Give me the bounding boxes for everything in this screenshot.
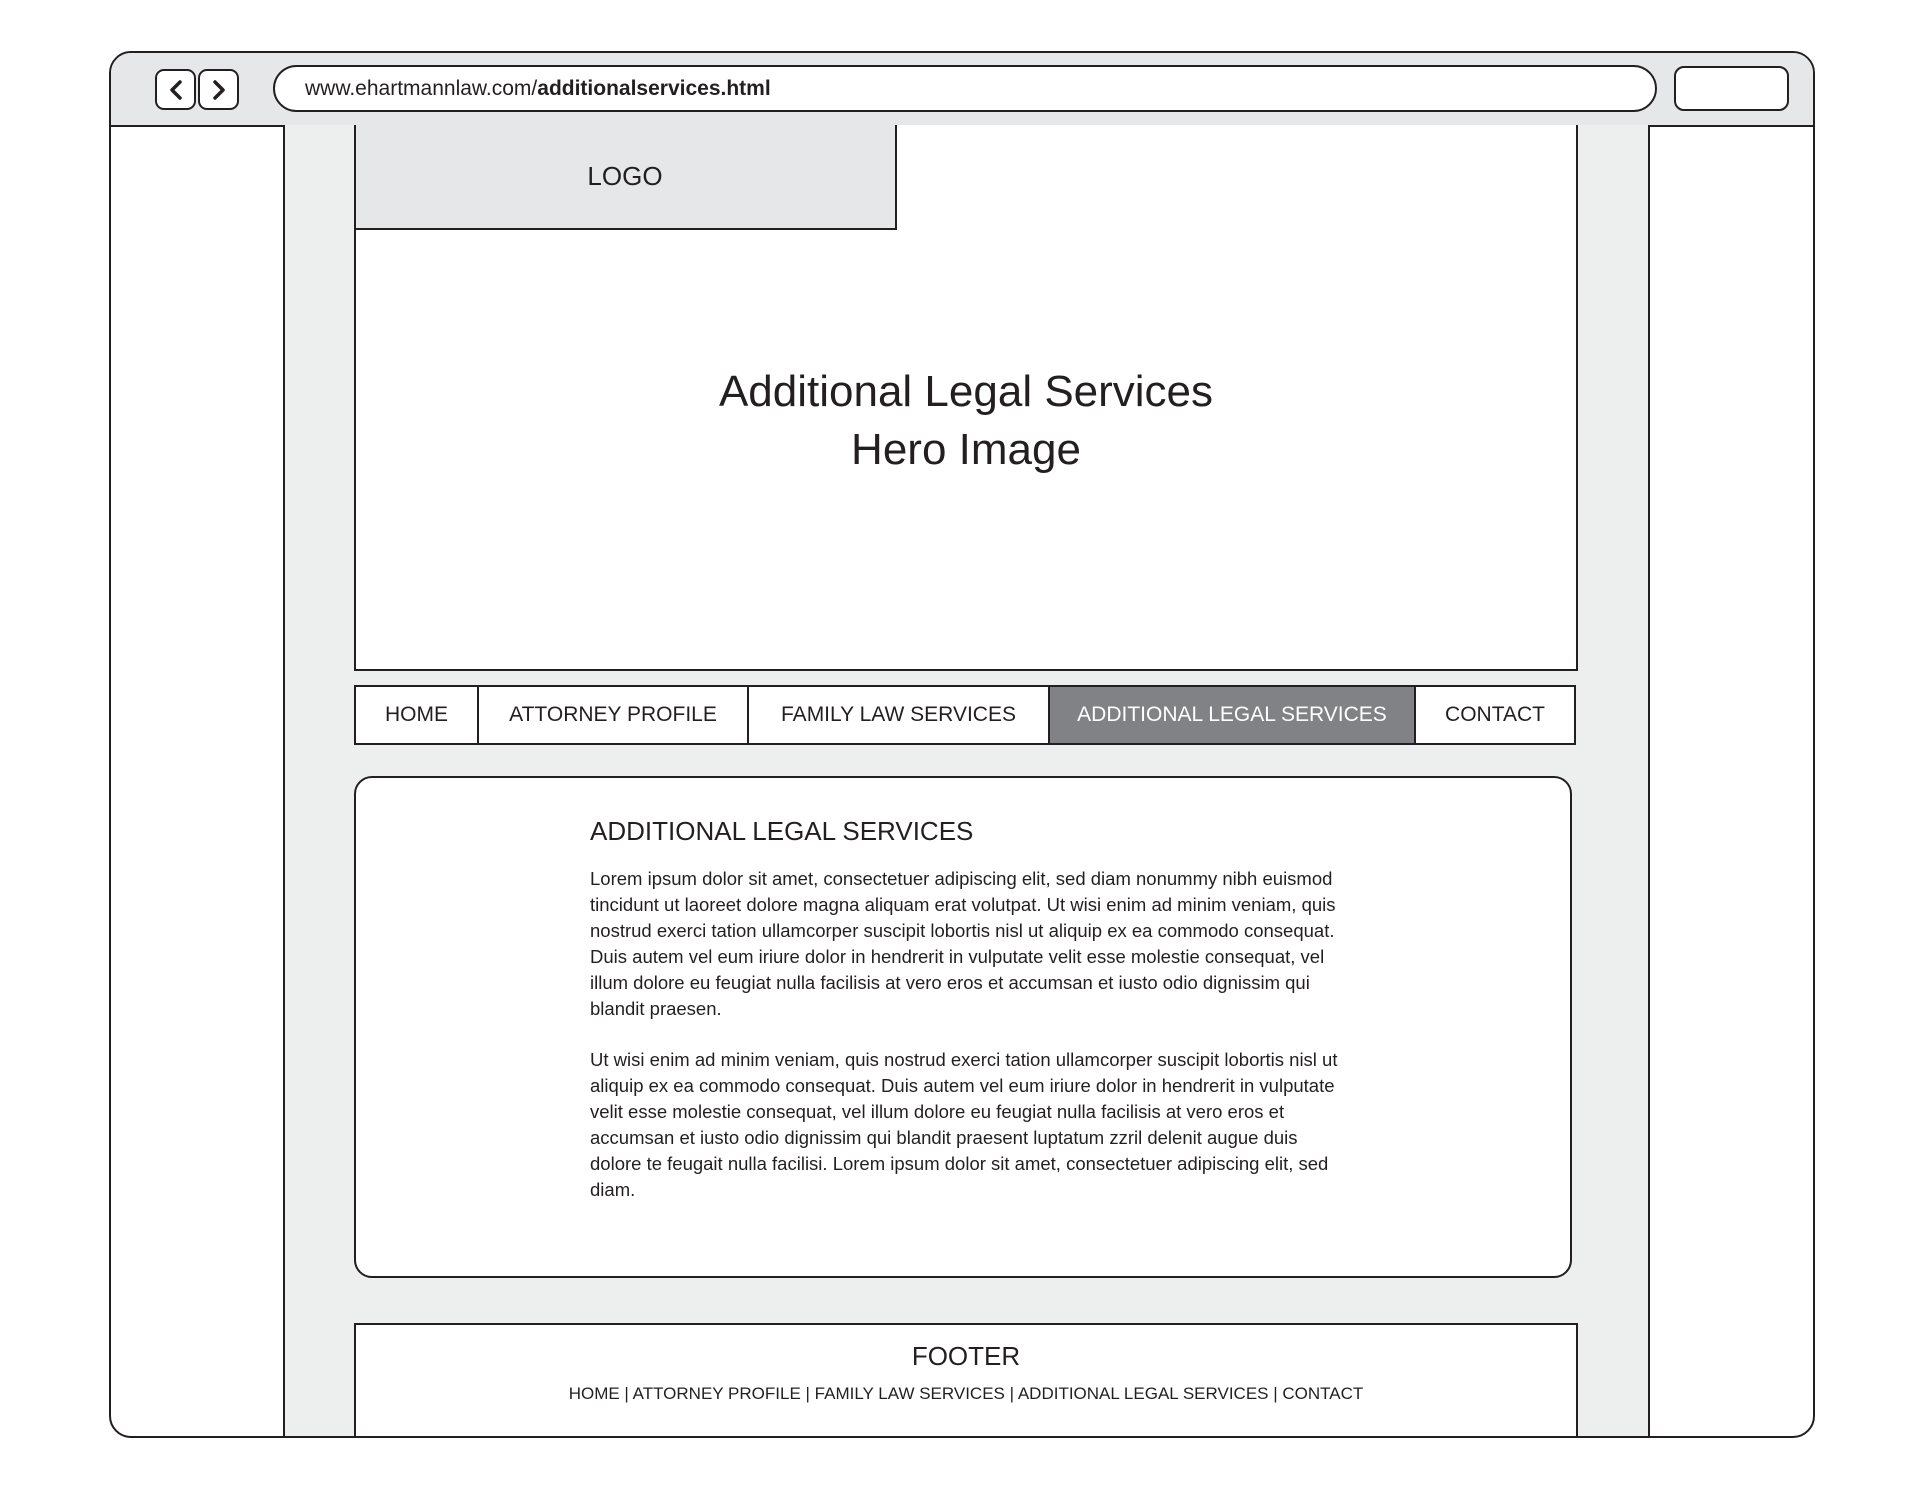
nav-item-label: CONTACT <box>1445 703 1545 726</box>
url-domain: www.ehartmannlaw.com/ <box>305 76 538 100</box>
footer-link-family-law-services[interactable]: FAMILY LAW SERVICES <box>814 1384 1005 1403</box>
footer-title: FOOTER <box>911 1341 1021 1371</box>
nav-item-label: HOME <box>385 703 448 726</box>
content-card <box>354 776 1572 1278</box>
footer-separator: | <box>800 1384 815 1403</box>
nav-item-family-law-services[interactable] <box>749 687 1050 743</box>
logo-label: LOGO <box>587 161 663 191</box>
chevron-right-icon <box>211 80 227 100</box>
chevron-left-icon <box>168 80 184 100</box>
toolbar-button[interactable] <box>1674 66 1789 111</box>
main-navigation <box>354 685 1576 745</box>
footer-link-home[interactable]: HOME <box>568 1384 620 1403</box>
address-bar[interactable] <box>273 65 1657 112</box>
footer-separator: | <box>1004 1384 1018 1403</box>
footer-separator: | <box>619 1384 633 1403</box>
nav-item-home[interactable] <box>356 687 479 743</box>
browser-toolbar <box>111 53 1813 127</box>
footer-link-additional-legal-services[interactable]: ADDITIONAL LEGAL SERVICES <box>1017 1384 1269 1403</box>
nav-item-label: ATTORNEY PROFILE <box>509 703 717 726</box>
footer-links <box>356 1384 1576 1404</box>
back-button[interactable] <box>155 69 196 110</box>
nav-item-label: FAMILY LAW SERVICES <box>781 703 1016 726</box>
url-path: additionalservices.html <box>537 76 771 100</box>
nav-item-additional-legal-services[interactable] <box>1050 687 1416 743</box>
nav-item-label: ADDITIONAL LEGAL SERVICES <box>1077 703 1387 726</box>
hero-image <box>354 125 1578 671</box>
footer-link-contact[interactable]: CONTACT <box>1282 1384 1364 1403</box>
hero-title-line1: Additional Legal Services <box>718 367 1214 416</box>
hero-title-line2: Hero Image <box>851 425 1081 474</box>
hero-caption <box>356 363 1576 479</box>
forward-button[interactable] <box>198 69 239 110</box>
footer-link-attorney-profile[interactable]: ATTORNEY PROFILE <box>632 1384 801 1403</box>
body-paragraph-2: Ut wisi enim ad minim veniam, quis nostrud exerci tation ullamcorper suscipit lobortis nisl ut aliquip ex ea commodo consequat. Duis autem vel eum iriure dolor in hendrerit in vulputate velit esse molestie consequat, vel illum dolore eu feugiat nulla facilisis at vero eros et accumsan et iusto odio dignissim qui blandit praesent luptatum zzril delenit augue duis dolore te feugait nulla facilisi. Lorem ipsum dolor sit amet, consectetuer adipiscing elit, sed diam. <box>590 1049 1338 1200</box>
footer <box>354 1323 1578 1438</box>
nav-item-attorney-profile[interactable] <box>479 687 749 743</box>
section-heading: ADDITIONAL LEGAL SERVICES <box>590 816 974 846</box>
footer-separator: | <box>1268 1384 1283 1403</box>
body-paragraph-1: Lorem ipsum dolor sit amet, consectetuer adipiscing elit, sed diam nonummy nibh euismod tincidunt ut laoreet dolore magna aliquam erat volutpat. Ut wisi enim ad minim veniam, quis nostrud exerci tation ullamcorper suscipit lobortis nisl ut aliquip ex ea commodo consequat. Duis autem vel eum iriure dolor in hendrerit in vulputate velit esse molestie consequat, vel illum dolore eu feugiat nulla facilisis at vero eros et accumsan et iusto odio dignissim qui blandit praesen. <box>590 868 1336 1019</box>
logo[interactable] <box>354 125 897 230</box>
nav-item-contact[interactable] <box>1416 687 1574 743</box>
browser-window <box>109 51 1815 1438</box>
